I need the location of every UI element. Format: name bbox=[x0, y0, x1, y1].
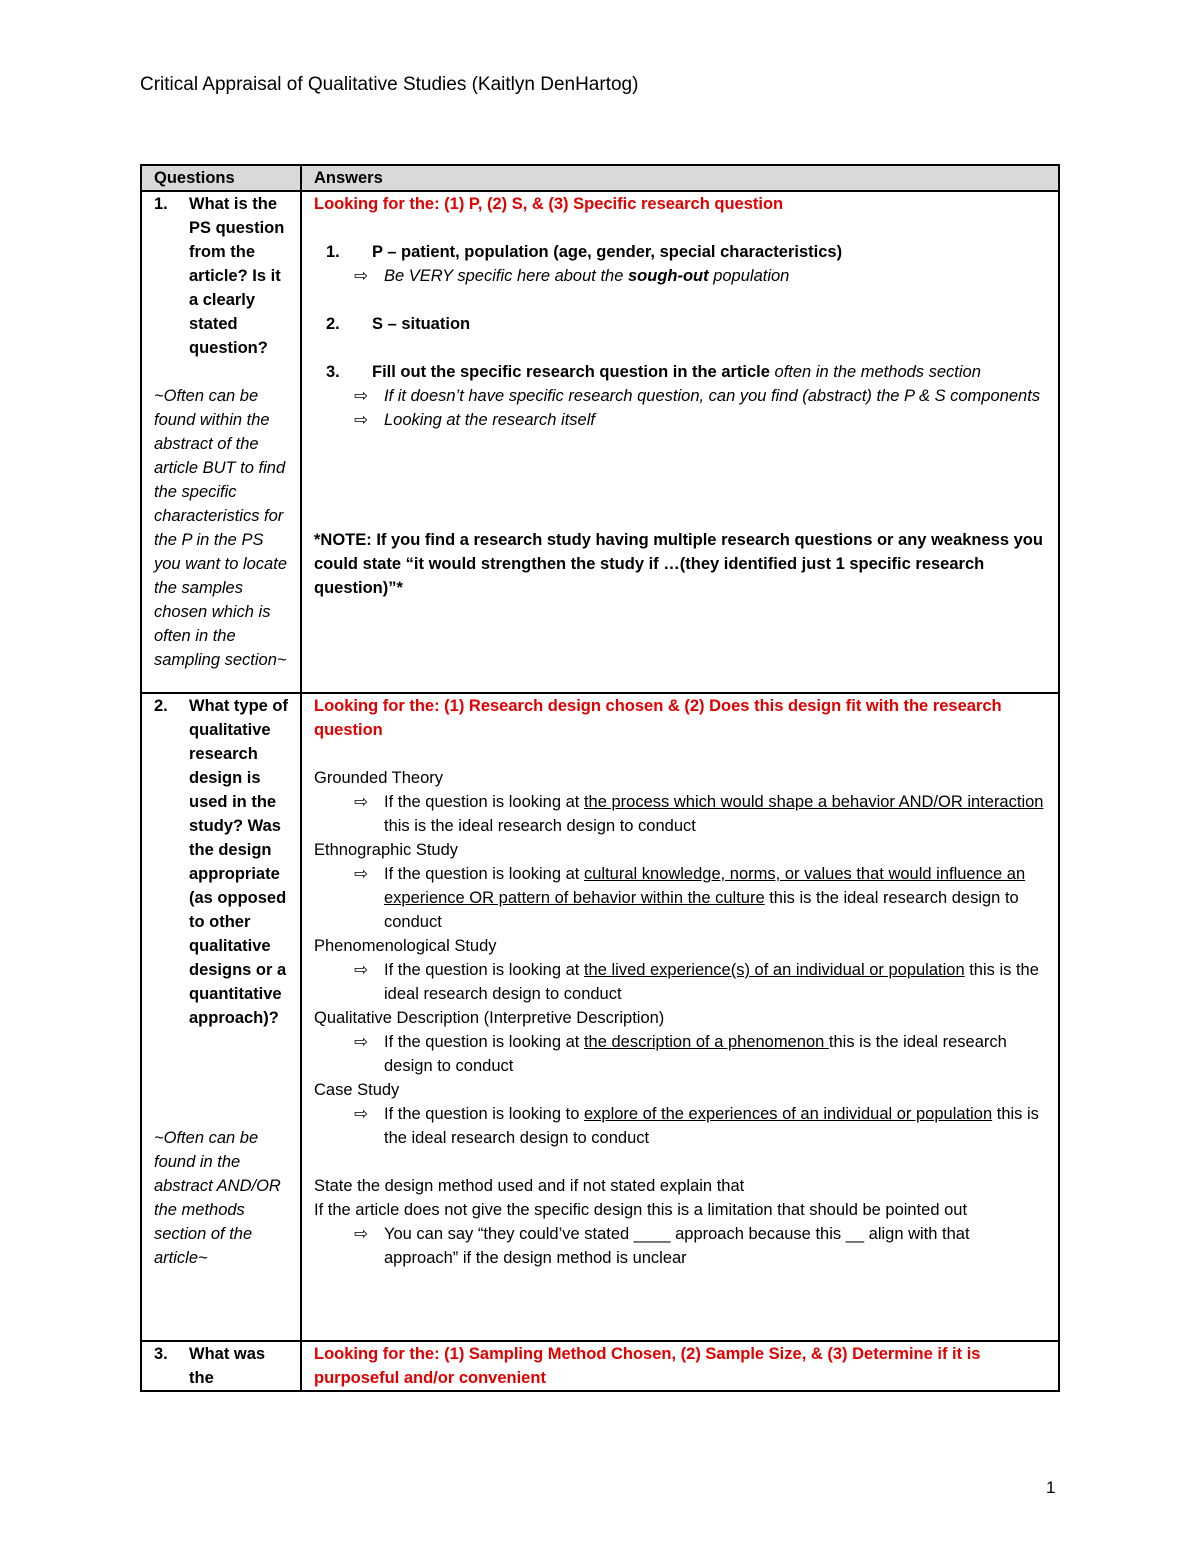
list-item: ⇨ If the question is looking at the lived experience(s) of an individual or population this is the ideal research design to conduct bbox=[314, 958, 1046, 1006]
design-title: Qualitative Description (Interpretive Description) bbox=[314, 1009, 665, 1027]
answer-cell bbox=[301, 1341, 1059, 1391]
arrow-right-icon: ⇨ bbox=[354, 267, 368, 285]
arrow-right-icon: ⇨ bbox=[354, 387, 368, 405]
list-item: ⇨ If the question is looking at the process which would shape a behavior AND/OR interaction this is the ideal research design to conduct bbox=[314, 790, 1046, 838]
answers-header: Answers bbox=[301, 165, 1059, 191]
question-2 bbox=[154, 694, 288, 1030]
list-item: ⇨ If the question is looking at cultural knowledge, norms, or values that would influence an experience OR pattern of behavior within the culture this is the ideal research design to conduct bbox=[314, 862, 1046, 934]
list-item: ⇨ You can say “they could’ve stated ____ approach because this __ align with that approach” if the design method is unclear bbox=[314, 1222, 1046, 1270]
table-header-row bbox=[141, 165, 1059, 191]
list-item: ⇨ If the question is looking to explore of the experiences of an individual or population this is the ideal research design to conduct bbox=[314, 1102, 1046, 1150]
answer-cell bbox=[301, 693, 1059, 1341]
question-cell bbox=[141, 693, 301, 1341]
questions-header: Questions bbox=[141, 165, 301, 191]
question-number: 2. bbox=[154, 697, 168, 715]
list-item: ⇨ Be VERY specific here about the sough-out population bbox=[314, 264, 1046, 288]
note-text: *NOTE: If you find a research study having multiple research questions or any weakness you could state “it would strengthen the study if …(they identified just 1 specific research question)”* bbox=[314, 531, 1043, 597]
design-title: Ethnographic Study bbox=[314, 841, 459, 859]
appraisal-table bbox=[140, 164, 1060, 1392]
arrow-right-icon: ⇨ bbox=[354, 865, 368, 883]
design-statement: If the article does not give the specific design this is a limitation that should be pointed out bbox=[314, 1201, 968, 1219]
list-item: ⇨ If the question is looking at the description of a phenomenon this is the ideal research design to conduct bbox=[314, 1030, 1046, 1078]
table-row bbox=[141, 1341, 1059, 1391]
answer-cell bbox=[301, 191, 1059, 693]
list-item: ⇨ Looking at the research itself bbox=[314, 408, 1046, 432]
question-3 bbox=[154, 1342, 288, 1390]
answer-heading: Looking for the: (1) Research design chosen & (2) Does this design fit with the research question bbox=[314, 697, 1002, 739]
question-number: 1. bbox=[154, 195, 168, 213]
arrow-right-icon: ⇨ bbox=[354, 793, 368, 811]
arrow-right-icon: ⇨ bbox=[354, 1033, 368, 1051]
design-title: Case Study bbox=[314, 1081, 400, 1099]
question-text: What type of qualitative research design is used in the study? Was the design appropriate (as opposed to other qualitative designs or a quantitative approach)? bbox=[189, 697, 288, 1027]
document-title: Critical Appraisal of Qualitative Studies (Kaitlyn DenHartog) bbox=[140, 74, 639, 95]
question-text: What was the bbox=[189, 1345, 266, 1387]
list-item: 2. S – situation bbox=[326, 315, 471, 333]
question-1 bbox=[154, 192, 288, 360]
arrow-right-icon: ⇨ bbox=[354, 411, 368, 429]
question-hint: ~Often can be found within the abstract of the article BUT to find the specific characteristics for the P in the PS you want to locate the samples chosen which is often in the sampling section~ bbox=[154, 387, 287, 669]
list-item: ⇨ If it doesn’t have specific research question, can you find (abstract) the P & S components bbox=[314, 384, 1046, 408]
question-cell bbox=[141, 191, 301, 693]
design-title: Grounded Theory bbox=[314, 769, 444, 787]
design-title: Phenomenological Study bbox=[314, 937, 497, 955]
list-item: 1. P – patient, population (age, gender, special characteristics) bbox=[326, 243, 843, 261]
page-number: 1 bbox=[1046, 1478, 1056, 1497]
table-row bbox=[141, 191, 1059, 693]
arrow-right-icon: ⇨ bbox=[354, 1105, 368, 1123]
question-number: 3. bbox=[154, 1345, 168, 1363]
design-statement: State the design method used and if not stated explain that bbox=[314, 1177, 745, 1195]
question-text: What is the PS question from the article? Is it a clearly stated question? bbox=[189, 195, 285, 357]
question-hint: ~Often can be found in the abstract AND/OR the methods section of the article~ bbox=[154, 1129, 281, 1267]
answer-heading: Looking for the: (1) Sampling Method Chosen, (2) Sample Size, & (3) Determine if it is purposeful and/or convenient bbox=[314, 1345, 981, 1387]
arrow-right-icon: ⇨ bbox=[354, 961, 368, 979]
arrow-right-icon: ⇨ bbox=[354, 1225, 368, 1243]
question-cell bbox=[141, 1341, 301, 1391]
table-row bbox=[141, 693, 1059, 1341]
list-item: 3. Fill out the specific research question in the article often in the methods section bbox=[326, 363, 981, 381]
answer-heading: Looking for the: (1) P, (2) S, & (3) Specific research question bbox=[314, 195, 784, 213]
